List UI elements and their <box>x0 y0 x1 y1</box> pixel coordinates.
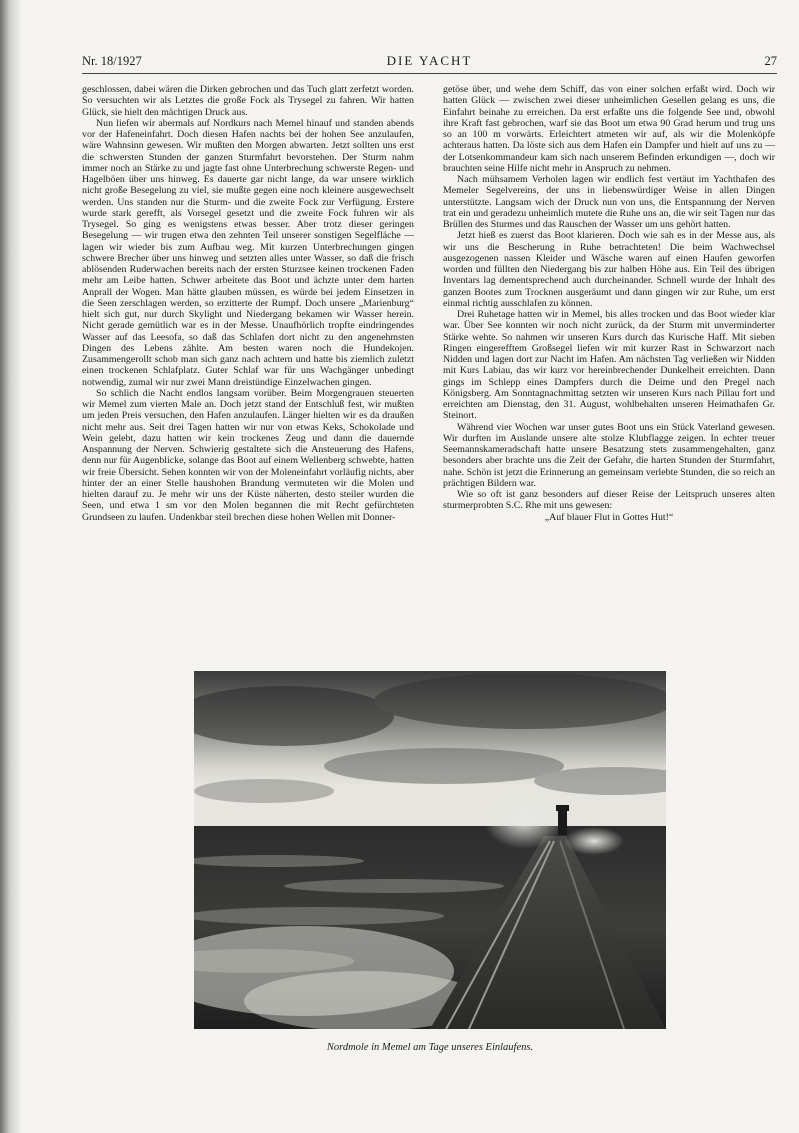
paragraph: Drei Ruhetage hatten wir in Memel, bis alles trocken und das Boot wieder klar war. Über See konnten wir noch nicht zurück, da der Sturm mit unverminderter Stärke wehte. So nahmen wir unseren Kurs durch das Kurische Haff. Mit sieben Ringen eingerefftem Großsegel liefen wir mit kurzer Rast in Schwarzort nach Nidden und lagen dort zur Nacht im Hafen. Am nächsten Tag verließen wir Nidden mit Kurs Labiau, das wir kurz vor hereinbrechender Dunkelheit erreichten. Dann gings im Schlepp eines Dampfers durch die Deime und den Pregel nach Königsberg. Am Sonntagnachmittag setzten wir unseren Kurs nach Pillau fort und erreichten am Dienstag, den 31. August, wohlbehalten unseren Heimathafen Gr. Steinort. <box>443 309 775 422</box>
paragraph: Wie so oft ist ganz besonders auf dieser Reise der Leitspruch unseres alten sturmerprobten S.C. Rhe mit uns gewesen: <box>443 489 775 512</box>
right-column <box>443 84 775 664</box>
pier-photograph <box>194 671 666 1029</box>
wave-spray-small <box>564 827 624 855</box>
paragraph: Jetzt hieß es zuerst das Boot klarieren. Doch wie sah es in der Messe aus, als wir uns die Bescherung in Ruhe betrachteten! Die beim Wachwechsel ausgezogenen nassen Kleider und Wäsche waren auf einen Haufen geworfen worden und füllten den Niedergang bis zur halben Höhe aus. Ein Teil des übrigen Inventars lag dementsprechend auch durcheinander. Schnell wurde der Inhalt des ganzen Bootes zum Trocknen ausgeräumt und dann gingen wir zur Ruhe, um erst einmal richtig ausschlafen zu können. <box>443 230 775 309</box>
wave-spray <box>484 793 564 849</box>
paragraph: geschlossen, dabei wären die Dirken gebrochen und das Tuch glatt zerfetzt worden. So versuchten wir als Letztes die große Fock als Trysegel zu fahren. Wir hatten Glück, sie hielt den mächtigen Druck aus. <box>82 84 414 118</box>
paragraph: getöse über, und wehe dem Schiff, das von einer solchen erfaßt wird. Doch wir hatten Glück — zwischen zwei dieser unheimlichen Gesellen gelang es uns, die Einfahrt beinahe zu erreichen. Da erst erfaßte uns die folgende See und, obwohl ihre Kraft fast gebrochen, warf sie das Boot um etwa 90 Grad herum und trug uns so an 100 m vorwärts. Erleichtert atmeten wir auf, als wir die Molenköpfe achteraus hatten. Da löste sich aus dem Hafen ein Dampfer und hielt auf uns zu — der Lotsenkommandeur kam sich nach unserem Befinden erkundigen —, doch wir brauchten seine Hilfe nicht mehr in Anspruch zu nehmen. <box>443 84 775 174</box>
lighthouse-top <box>556 805 569 811</box>
left-column <box>82 84 414 664</box>
paragraph: Während vier Wochen war unser gutes Boot uns ein Stück Vaterland gewesen. Wir durften im Auslande unsere alte stolze Klubflagge zeigen. In echter treuer Seemannskameradschaft hatte unsere Besatzung stets zusammengehalten, ganz besonders aber brachte uns die Zeit der Gefahr, die harten Stunden der Sturmfahrt, nahe. Schön ist jetzt die Erinnerung an gemeinsam verlebte Stunden, die so reich an prächtigen Bildern war. <box>443 421 775 489</box>
paragraph: Nun liefen wir abermals auf Nordkurs nach Memel hinauf und standen abends vor der Hafeneinfahrt. Doch diesen Hafen nachts bei der hohen See anzulaufen, wäre Wahnsinn gewesen. Wir mußten den Morgen abwarten. Jetzt sollten uns erst die schwersten Stunden der ganzen Sturmfahrt bevorstehen. Der Sturm nahm immer noch an Stärke zu und jagte fast ohne Unterbrechung schwerste Regen- und Hagelböen über uns hinweg. Es dauerte gar nicht lange, da war unsere wirklich nicht große Besegelung zu viel, sie mußte gegen eine noch kleinere ausgewechselt werden. Uns standen nur die Sturm- und die zweite Fock zur Verfügung. Erstere wurde stark gerefft, als Vorsegel gesetzt und die zweite Fock fuhren wir als Trysegel. So ging es wenigstens etwas besser. Aber trotz dieser geringen Besegelung — wir trugen etwa den zehnten Teil unserer sonstigen Segelfläche — lagen wir wieder bis zum Aufbau weg. Mit kurzen Unterbrechungen gingen schwere Brecher über uns hinweg und setzten alles unter Wasser, so daß die frisch ablösenden Ruderwachen bereits nach der ersten Sturzsee keinen trockenen Faden mehr am Leibe hatten. Schwer arbeitete das Boot und ächzte unter dem harten Anprall der Wogen. Man hätte glauben müssen, es würde bei jedem Einsetzen in die Seen zerschlagen werden, so erzitterte der Rumpf. Doch unsere „Marienburg“ hielt sich gut, nur durch Skylight und Niedergang bekamen wir Wasser herein. Nicht gerade gemütlich war es in der Messe. Unaufhörlich tropfte eindringendes Wasser auf das Leesofa, so daß das Schlafen dort nicht zu den angenehmsten Dingen des Lebens zählte. Am besten waren noch die Hundekojen. Zusammengerollt schob man sich ganz nach achtern und hatte bis ziemlich zuletzt einen trockenen Schlafplatz. Guter Schlaf war für uns Wachgänger unbedingt notwendig, zumal wir nur zwei Mann dreistündige Einzelwachen gingen. <box>82 117 414 388</box>
paragraph: Nach mühsamem Verholen lagen wir endlich fest vertäut im Yachthafen des Memeler Segelvereins, der uns in liebenswürdiger Weise in allen Dingen unterstützte. Langsam wich der Druck nun von uns, die Entspannung der Nerven trat ein und geradezu unheimlich mutete die Ruhe uns an, die wir seit Tagen nur das Brüllen des Sturmes und das Rauschen der Wasser um uns gehört hatten. <box>443 174 775 230</box>
binding-shadow <box>0 0 22 1133</box>
paragraph: So schlich die Nacht endlos langsam vorüber. Beim Morgengrauen steuerten wir Memel zum vierten Male an. Doch jetzt stand der Entschluß fest, wir mußten um jeden Preis versuchen, den Hafen anzulaufen. Länger hielten wir es da draußen nicht mehr aus. Seit drei Tagen hatten wir nur von etwas Keks, Schokolade und Wein gelebt, dazu hatten wir kein trockenes Zeug und dann die dauernde Anspannung der Nerven. Schwierig gestaltete sich die Ansteuerung des Hafens, denn nur für Augenblicke, solange das Boot auf einem Wellenberg schwebte, hatten wir freie Übersicht. Sehen konnten wir von der Moleneinfahrt vorläufig nichts, aber hinter der an einer Stelle haushohen Brandung vermuteten wir die Molen und hielten darauf zu. Je mehr wir uns der Küste näherten, desto steiler wurden die Seen, und etwa 1 sm vor den Molen begannen die mit Recht gefürchteten Grundseen zu laufen. Undenkbar steil brechen diese hohen Wellen mit Donner- <box>82 387 414 523</box>
page-number: 27 <box>764 54 777 68</box>
motto-quote: „Auf blauer Flut in Gottes Hut!“ <box>544 511 674 523</box>
journal-title: DIE YACHT <box>386 53 473 68</box>
header-rule <box>82 73 777 74</box>
photo-caption: Nordmole in Memel am Tage unseres Einlaufens. <box>326 1042 534 1053</box>
page-header <box>82 54 777 72</box>
issue-number: Nr. 18/1927 <box>82 54 142 68</box>
lighthouse <box>558 809 567 835</box>
